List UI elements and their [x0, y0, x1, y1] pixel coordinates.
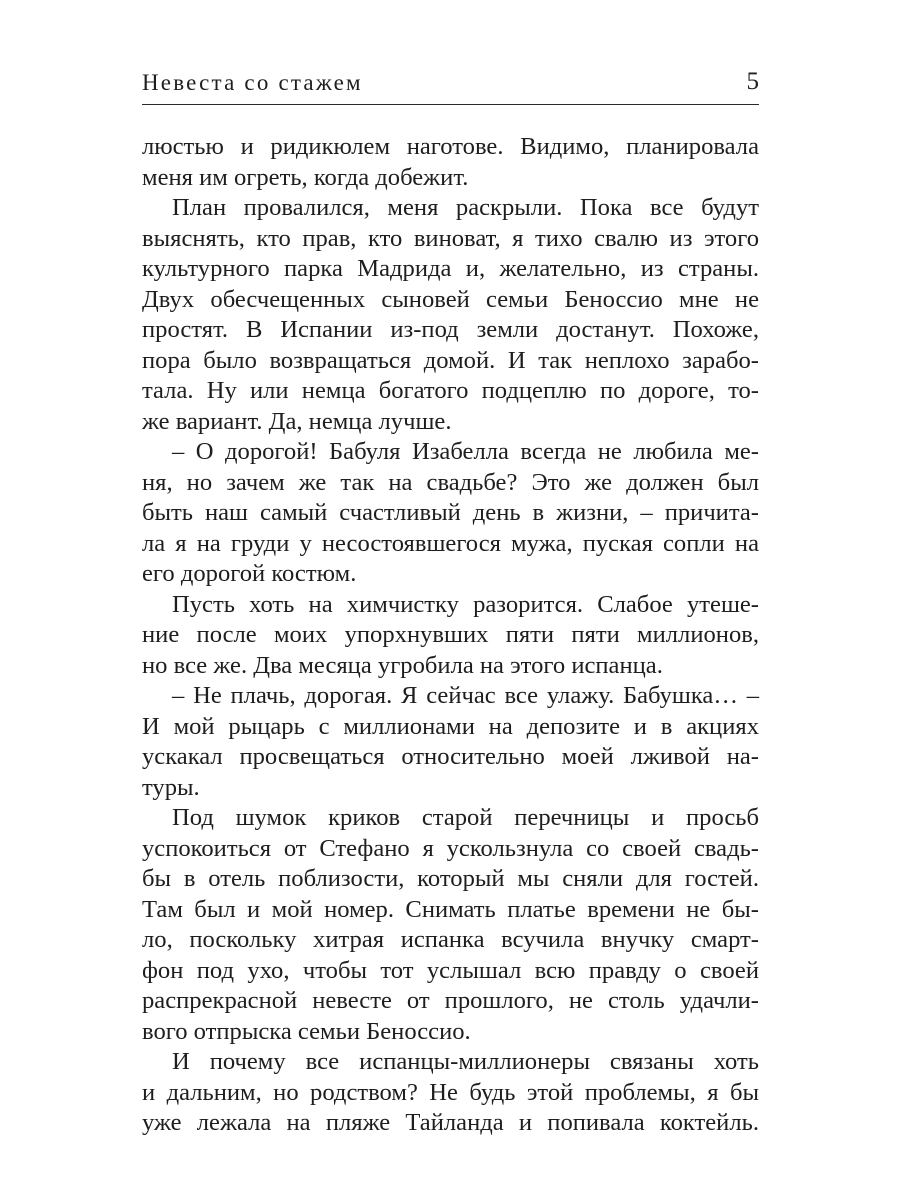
text-line: фон под ухо, чтобы тот услышал всю правду о своей	[142, 956, 759, 984]
text-line: меня им огреть, когда добежит.	[142, 163, 469, 191]
text-line: его дорогой костюм.	[142, 560, 357, 587]
text-line: ня, но зачем же так на свадьбе? Это же должен был	[142, 468, 759, 496]
text-line: успокоиться от Стефано я ускользнула со своей свадь-	[142, 834, 759, 862]
text-line: культурного парка Мадрида и, желательно, из страны.	[142, 255, 759, 282]
book-page	[142, 66, 759, 1139]
text-line: тала. Ну или немца богатого подцеплю по дороге, то-	[142, 377, 759, 404]
paragraph	[142, 132, 759, 193]
text-line: И мой рыцарь с миллионами на депозите и в акциях	[142, 712, 759, 740]
text-line: ло, поскольку хитрая испанка всучила внучку смарт-	[142, 926, 759, 953]
running-title: Невеста со стажем	[142, 70, 363, 95]
text-line: люстью и ридикюлем наготове. Видимо, планировала	[142, 133, 759, 160]
text-line: быть наш самый счастливый день в жизни, – причита-	[142, 499, 759, 526]
body-text	[142, 132, 759, 1139]
text-line: пора было возвращаться домой. И так неплохо зарабо-	[142, 346, 759, 374]
paragraph	[142, 681, 759, 803]
text-line: бы в отель поблизости, который мы сняли для гостей.	[142, 865, 759, 892]
text-line: ла я на груди у несостоявшегося мужа, пуская сопли на	[142, 529, 759, 557]
paragraph	[142, 590, 759, 682]
text-line: выяснять, кто прав, кто виноват, я тихо свалю из этого	[142, 224, 759, 252]
running-header	[142, 66, 759, 105]
text-line: Под шумок криков старой перечницы и просьб	[172, 804, 759, 831]
paragraph	[142, 193, 759, 437]
text-line: И почему все испанцы-миллионеры связаны хоть	[172, 1048, 759, 1075]
text-line: Двух обесчещенных сыновей семьи Беноссио мне не	[142, 285, 759, 313]
text-line: и дальним, но родством? Не будь этой проблемы, я бы	[142, 1078, 759, 1106]
text-line: – О дорогой! Бабуля Изабелла всегда не любила ме-	[172, 438, 759, 465]
text-line: распрекрасной невесте от прошлого, не столь удачли-	[142, 987, 759, 1014]
text-line: ние после моих упорхнувших пяти пяти миллионов,	[142, 621, 759, 648]
text-line: План провалился, меня раскрыли. Пока все будут	[172, 194, 759, 221]
text-line: Пусть хоть на химчистку разорится. Слабое утеше-	[172, 590, 759, 618]
paragraph	[142, 1047, 759, 1139]
text-line: уже лежала на пляже Тайланда и попивала коктейль.	[142, 1109, 759, 1136]
paragraph	[142, 437, 759, 590]
text-line: ускакал просвещаться относительно моей лживой на-	[142, 743, 759, 770]
text-line: Там был и мой номер. Снимать платье времени не бы-	[142, 895, 759, 923]
text-line: простят. В Испании из-под земли достанут. Похоже,	[142, 316, 759, 343]
page-number: 5	[746, 68, 759, 95]
text-line: вого отпрыска семьи Беноссио.	[142, 1017, 471, 1045]
text-line: – Не плачь, дорогая. Я сейчас все улажу. Бабушка… –	[172, 682, 759, 709]
text-line: но все же. Два месяца угробила на этого испанца.	[142, 651, 663, 679]
text-line: туры.	[142, 773, 200, 801]
text-line: же вариант. Да, немца лучше.	[142, 407, 452, 435]
paragraph	[142, 803, 759, 1047]
